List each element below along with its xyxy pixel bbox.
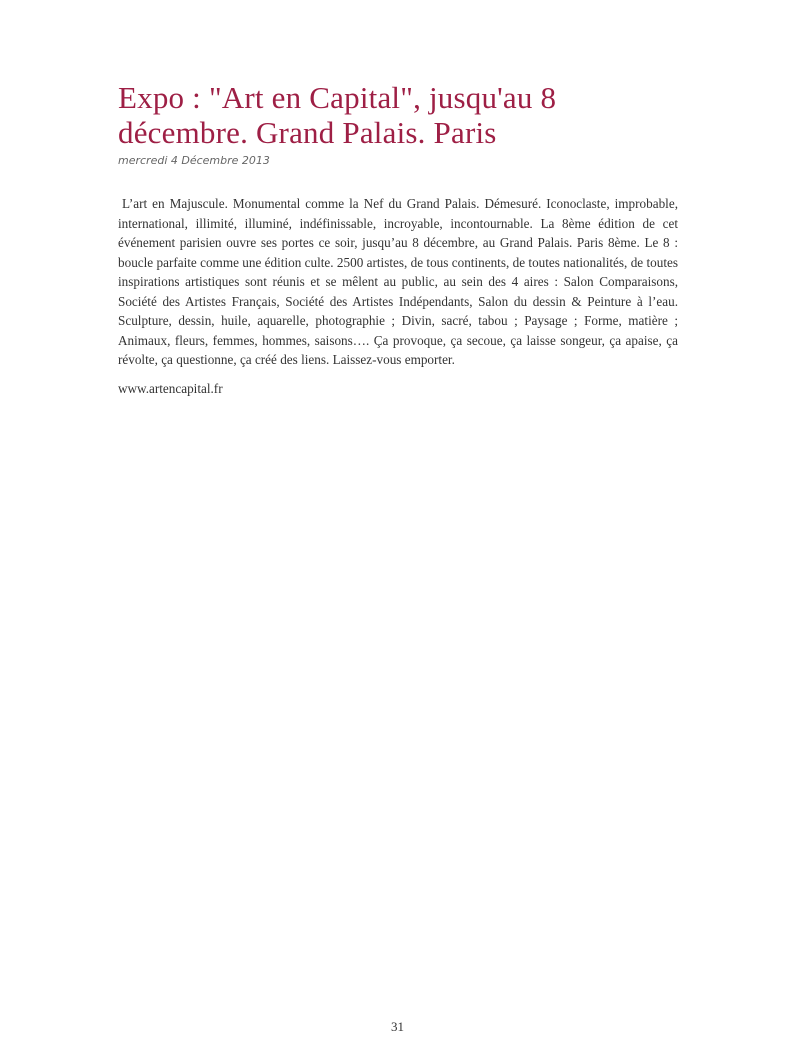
article-date: mercredi 4 Décembre 2013: [118, 154, 270, 167]
article: [118, 80, 678, 398]
website-link[interactable]: www.artencapital.fr: [118, 380, 223, 396]
article-body: L’art en Majuscule. Monumental comme la Nef du Grand Palais. Démesuré. Iconoclaste, improbable, international, illimité, illuminé, indéfinissable, incroyable, incontournable. La 8ème édition de cet événement parisien ouvre ses portes ce soir, jusqu’au 8 décembre, au Grand Palais. Paris 8ème. Le 8 : boucle parfaite comme une édition culte. 2500 artistes, de tous continents, de toutes nationalités, de toutes inspirations artistiques sont réunis et se mêlent au public, au sein des 4 aires : Salon Comparaisons, Société des Artistes Français, Société des Artistes Indépendants, Salon du dessin & Peinture à l’eau. Sculpture, dessin, huile, aquarelle, photographie ; Divin, sacré, tabou ; Paysage ; Forme, matière ; Animaux, fleurs, femmes, hommes, saisons…. Ça provoque, ça secoue, ça laisse songeur, ça apaise, ça révolte, ça questionne, ça créé des liens. Laissez-vous emporter.: [118, 196, 678, 367]
article-title: Expo : "Art en Capital", jusqu'au 8 décembre. Grand Palais. Paris: [118, 80, 557, 150]
page-number: 31: [391, 1019, 404, 1034]
